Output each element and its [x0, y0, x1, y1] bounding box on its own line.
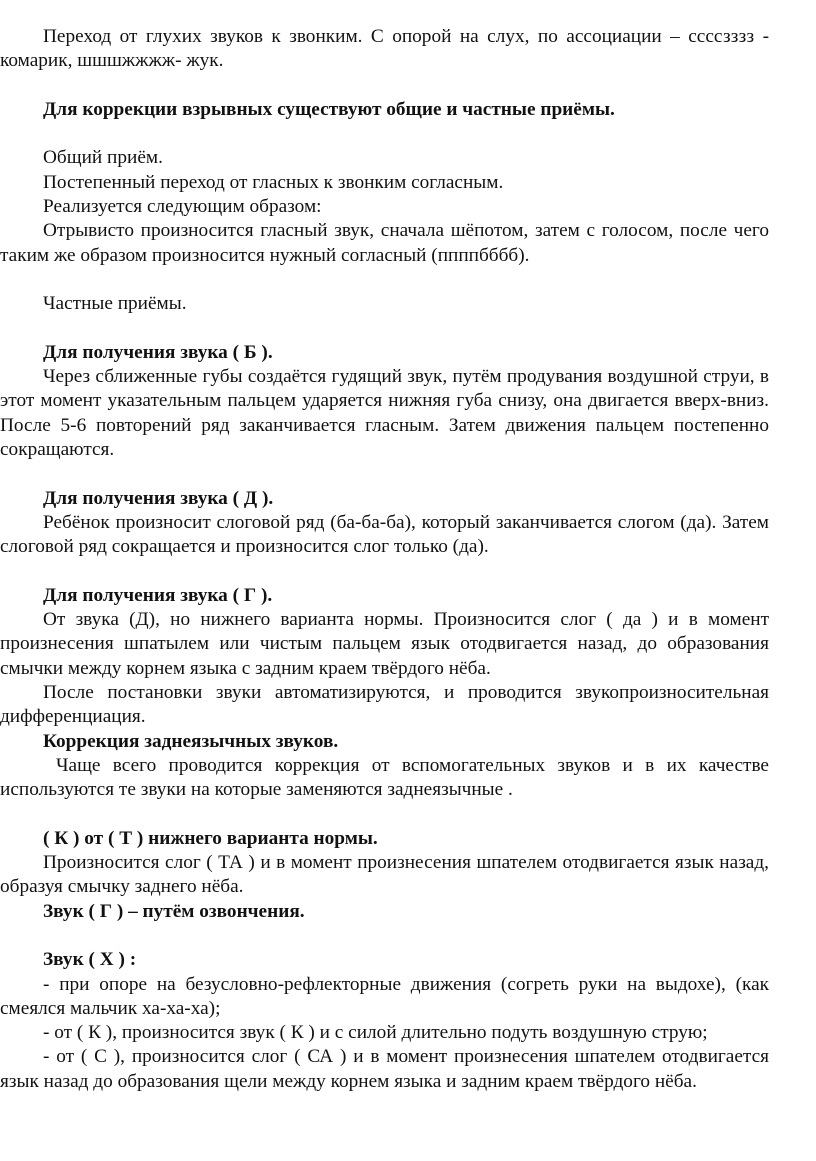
paragraph: Ребёнок произносит слоговой ряд (ба-ба-ба), который заканчивается слогом (да). Затем слоговой ряд сокращается и произносится слог только (да). — [0, 511, 769, 558]
text-line: Частные приёмы. — [43, 293, 187, 315]
text-line: Общий приём. — [43, 147, 163, 169]
heading: Для получения звука ( Г ). — [43, 584, 273, 606]
heading: Для получения звука ( Б ). — [43, 341, 273, 363]
text-line: Постепенный переход от гласных к звонким согласным. — [43, 171, 504, 193]
paragraph: Через сближенные губы создаётся гудящий звук, путём продувания воздушной струи, в этот момент указательным пальцем ударяется нижняя губа снизу, она двигается вверх-вниз. После 5-6 повторений ряд заканчивается гласным. Затем движения пальцем постепенно сокращаются. — [0, 366, 769, 461]
list-item: - при опоре на безусловно-рефлекторные движения (согреть руки на выдохе), (как смеялся мальчик ха-ха-ха); — [0, 973, 769, 1019]
paragraph: Произносится слог ( ТА ) и в момент произнесения шпателем отодвигается язык назад, образуя смычку заднего нёба. — [0, 852, 769, 898]
heading: Коррекция заднеязычных звуков. — [43, 730, 339, 752]
paragraph: Отрывисто произносится гласный звук, сначала шёпотом, затем с голосом, после чего таким же образом произносится нужный согласный (ппппбббб). — [0, 220, 769, 266]
paragraph: После постановки звуки автоматизируются, и проводится звукопроизносительная дифференциация. — [0, 682, 769, 728]
heading: Для коррекции взрывных существуют общие и частные приёмы. — [43, 98, 615, 120]
text-line: Реализуется следующим образом: — [43, 196, 322, 218]
heading: ( К ) от ( Т ) нижнего варианта нормы. — [43, 827, 378, 849]
paragraph: Чаще всего проводится коррекция от вспомогательных звуков и в их качестве используются те звуки на которые заменяются заднеязычные . — [0, 754, 769, 801]
heading: Для получения звука ( Д ). — [43, 487, 274, 509]
list-item: - от ( С ), произносится слог ( СА ) и в момент произнесения шпателем отодвигается язык назад до образования щели между корнем языка и задним краем твёрдого нёба. — [0, 1046, 769, 1092]
paragraph: Переход от глухих звуков к звонким. С опорой на слух, по ассоциации – ссссзззз - комарик, шшшжжжж- жук. — [0, 26, 769, 72]
list-item: - от ( К ), произносится звук ( К ) и с силой длительно подуть воздушную струю; — [43, 1022, 708, 1044]
heading: Звук ( Х ) : — [43, 949, 137, 971]
heading: Звук ( Г ) – путём озвончения. — [43, 900, 305, 922]
paragraph: От звука (Д), но нижнего варианта нормы. Произносится слог ( да ) и в момент произнесения шпатылем или чистым пальцем язык отодвигается назад, до образования смычки между корнем языка с задним краем твёрдого нёба. — [0, 609, 769, 679]
